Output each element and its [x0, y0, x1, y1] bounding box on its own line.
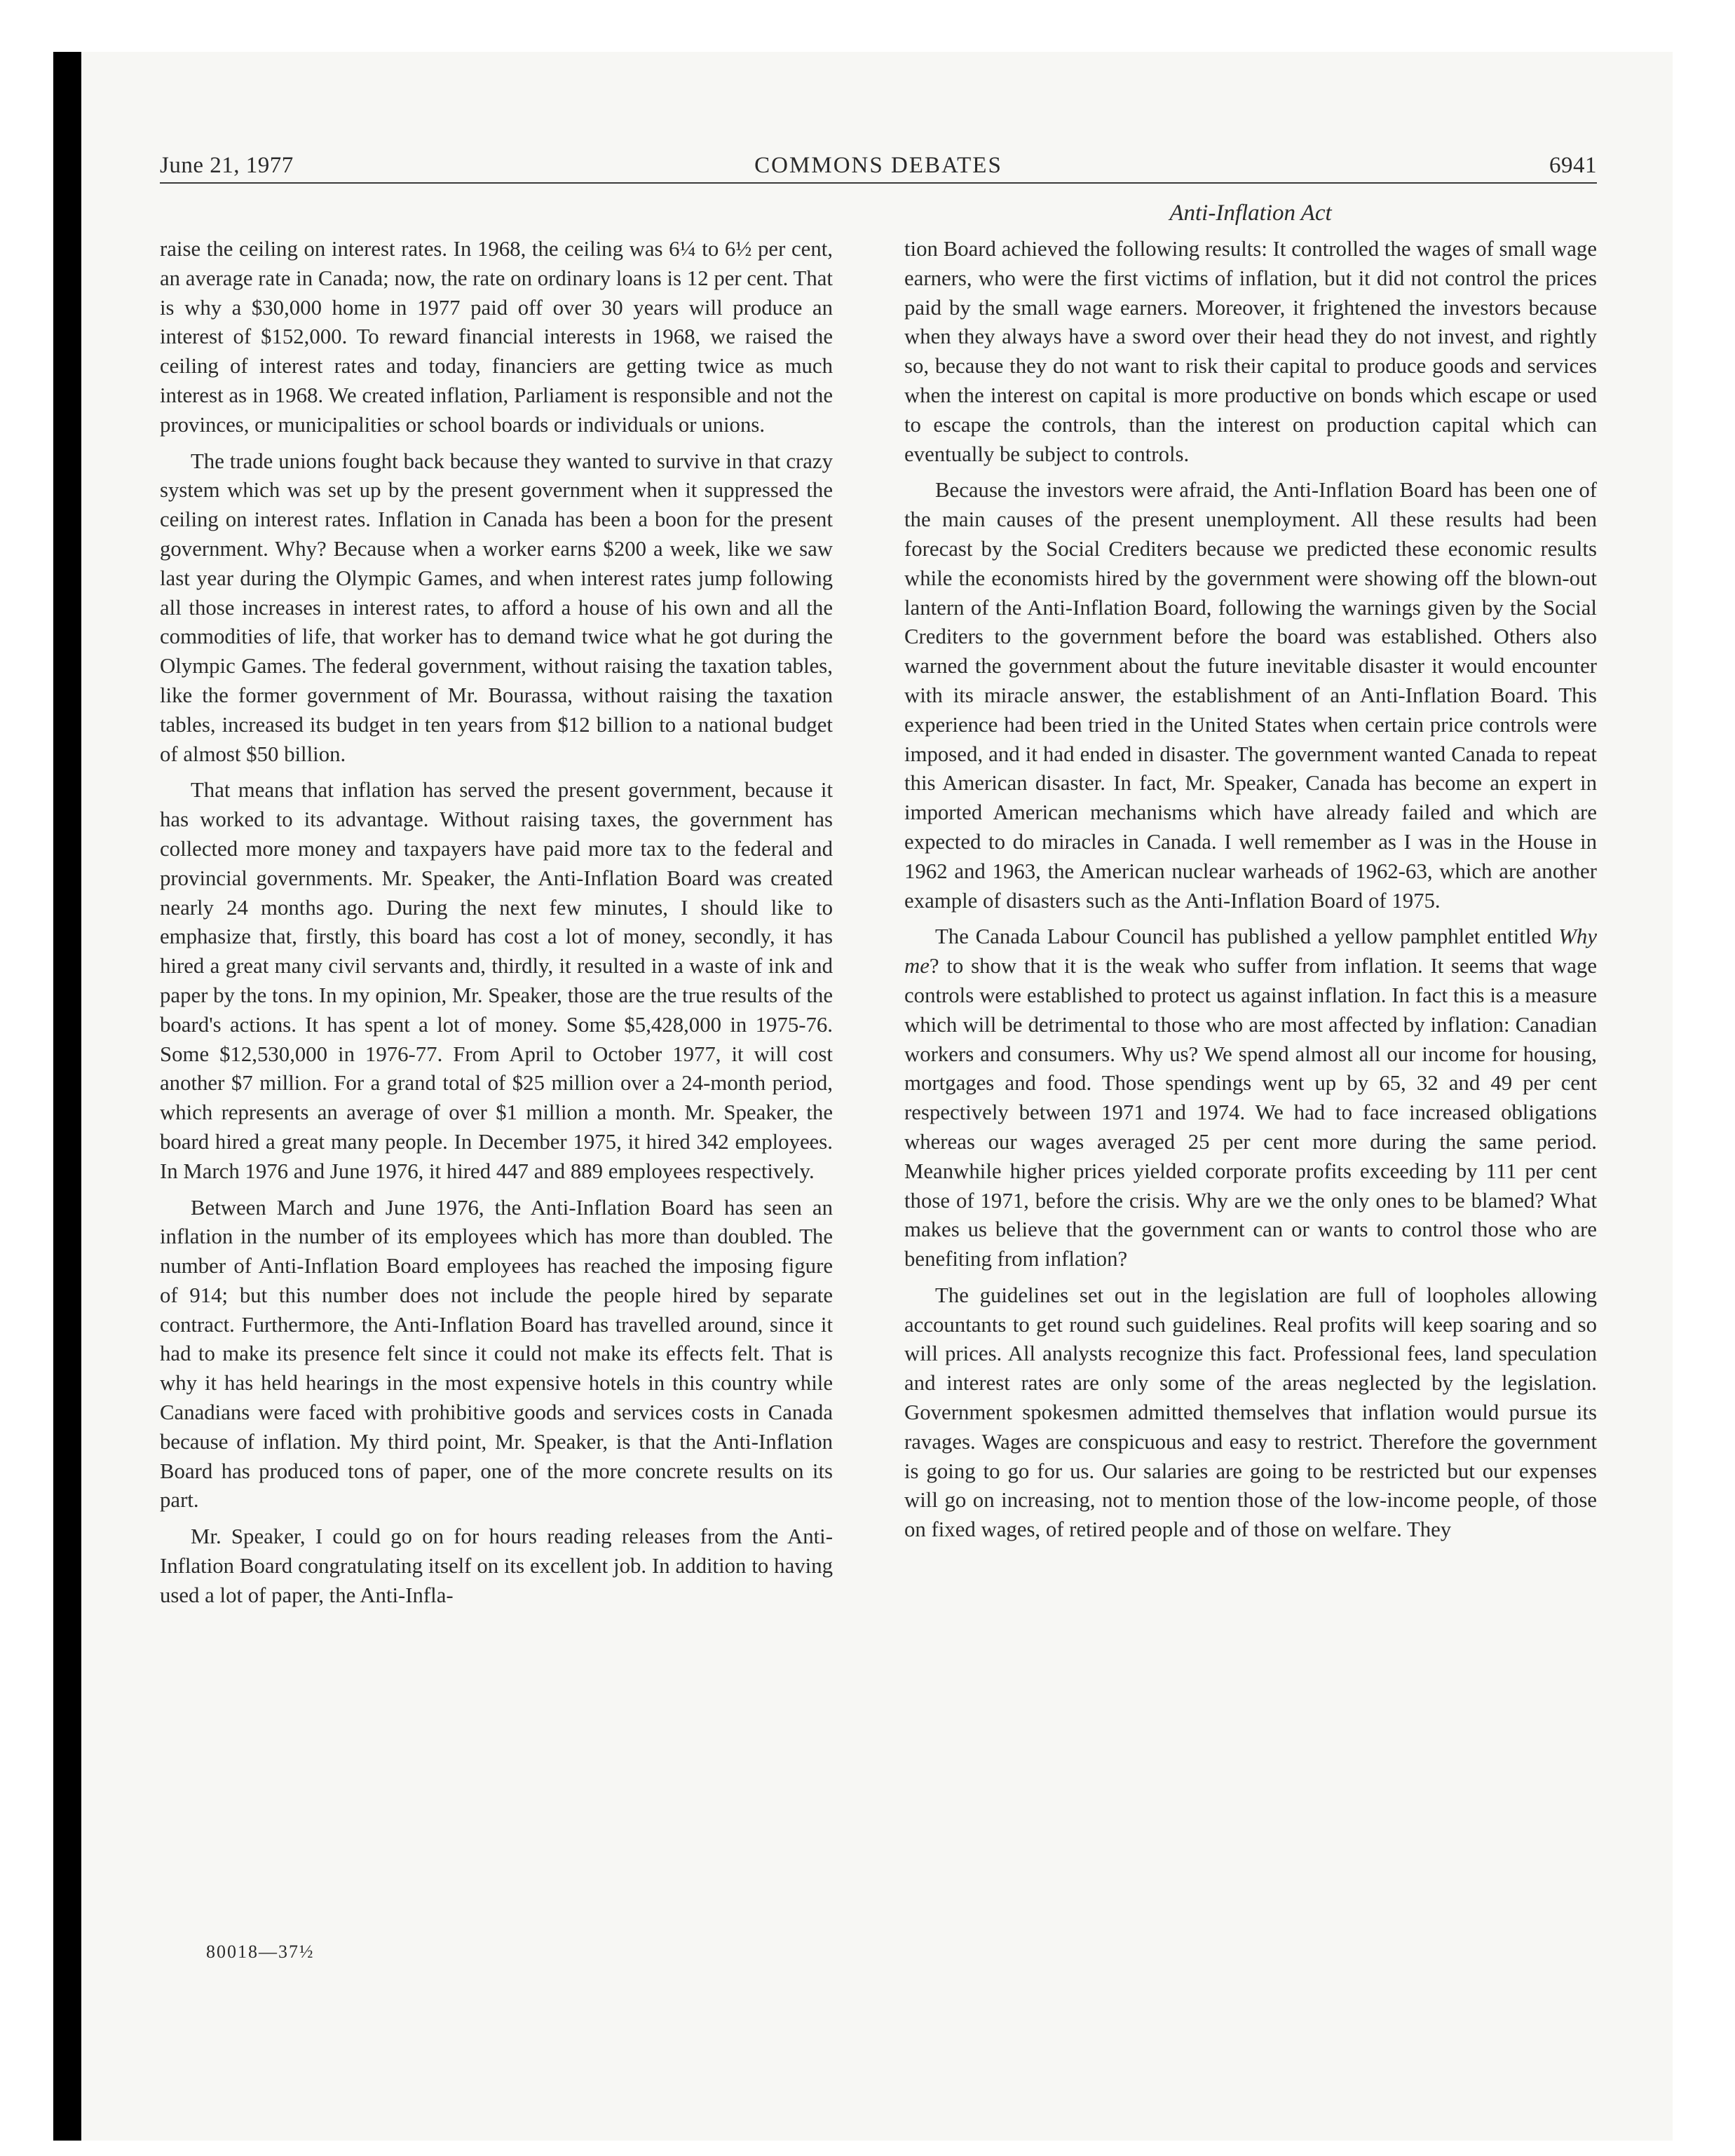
left-column — [160, 235, 833, 1931]
paragraph-text: The Canada Labour Council has published a yellow pamphlet entitled — [935, 925, 1559, 949]
header-journal-title: COMMONS DEBATES — [754, 153, 1002, 178]
header-rule — [160, 182, 1597, 184]
paragraph: tion Board achieved the following results: It controlled the wages of small wage earners, who were the first victims of inflation, but it did not control the prices paid by the small wage earners. Moreover, it frightened the investors because when they always have a sword over their head they do not invest, and rightly so, because they do not want to risk their capital to produce goods and services when the interest on capital is more productive on bonds which escape or used to escape the controls, than the interest on production capital which can eventually be subject to controls. — [904, 237, 1597, 466]
paragraph: The trade unions fought back because they wanted to survive in that crazy system which was set up by the present government when it suppressed the ceiling on interest rates. Inflation in Canada has been a boon for the present government. Why? Because when a worker earns $200 a week, like we saw last year during the Olympic Games, and when interest rates jump following all those increases in interest rates, to afford a house of his own and all the commodities of life, that worker has to demand twice what he got during the Olympic Games. The federal government, without raising the taxation tables, like the former government of Mr. Bourassa, without raising the taxation tables, increased its budget in ten years from $12 billion to a national budget of almost $50 billion. — [160, 449, 833, 766]
footer-print-code: 80018—37½ — [206, 1942, 315, 1962]
paragraph: Between March and June 1976, the Anti-Inflation Board has seen an inflation in the number of its employees which has more than doubled. The number of Anti-Inflation Board employees has reached the imposing figure of 914; but this number does not include the people hired by separate contract. Furthermore, the Anti-Inflation Board has travelled around, since it had to make its presence felt since it could not make its effects felt. That is why it has held hearings in the most expensive hotels in this country while Canadians were faced with prohibitive goods and services costs in Canada because of inflation. My third point, Mr. Speaker, is that the Anti-Inflation Board has produced tons of paper, one of the more concrete results on its part. — [160, 1195, 833, 1513]
paragraph: The guidelines set out in the legislation are full of loopholes allowing accountants to get round such guidelines. Real profits will keep soaring and so will prices. All analysts recognize this fact. Professional fees, land speculation and interest rates are only some of the areas neglected by the legislation. Government spokesmen admitted themselves that inflation would pursue its ravages. Wages are conspicuous and easy to restrict. Therefore the government is going to go for us. Our salaries are going to be restricted but our expenses will go on increasing, not to mention those of the low-income people, of those on fixed wages, of retired people and of those on welfare. They — [904, 1283, 1597, 1542]
scan-edge-shadow — [53, 52, 81, 2141]
paragraph-text: ? to show that it is the weak who suffer from inflation. It seems that wage controls were established to protect us against inflation. In fact this is a measure which will be detrimental to those who are most affected by inflation: Canadian workers and consumers. Why us? We spend almost all our income for housing, mortgages and food. Those spendings went up by 65, 32 and 49 per cent respectively between 1971 and 1974. We had to face increased obligations whereas our wages averaged 25 per cent more during the same period. Meanwhile higher prices yielded corporate profits exceeding by 111 per cent those of 1971, before the crisis. Why are we the only ones to be blamed? What makes us believe that the government can or wants to control those who are benefiting from inflation? — [904, 954, 1597, 1271]
running-head — [160, 153, 1597, 186]
pamphlet-title: Why me — [904, 925, 1597, 978]
paragraph: That means that inflation has served the present government, because it has worked to its advantage. Without raising taxes, the government has collected more money and taxpayers have paid more tax to the federal and provincial governments. Mr. Speaker, the Anti-Inflation Board was created nearly 24 months ago. During the next few minutes, I should like to emphasize that, firstly, this board has cost a lot of money, secondly, it has hired a great many civil servants and, thirdly, it resulted in a waste of ink and paper by the tons. In my opinion, Mr. Speaker, those are the true results of the board's actions. It has spent a lot of money. Some $5,428,000 in 1975-76. Some $12,530,000 in 1976-77. From April to October 1977, it will cost another $7 million. For a grand total of $25 million over a 24-month period, which represents an average of over $1 million a month. Mr. Speaker, the board hired a great many people. In December 1975, it hired 342 employees. In March 1976 and June 1976, it hired 447 and 889 employees respectively. — [160, 778, 833, 1183]
paragraph: Mr. Speaker, I could go on for hours reading releases from the Anti-Inflation Board congratulating itself on its excellent job. In addition to having used a lot of paper, the Anti-Infla- — [160, 1524, 833, 1607]
header-date: June 21, 1977 — [160, 153, 294, 178]
paragraph: Because the investors were afraid, the Anti-Inflation Board has been one of the main causes of the present unemployment. All these results had been forecast by the Social Crediters because we predicted these economic results while the economists hired by the government were showing off the blown-out lantern of the Anti-Inflation Board, following the warnings given by the Social Crediters to the government before the board was established. Others also warned the government about the future inevitable disaster it would encounter with its miracle answer, the establishment of an Anti-Inflation Board. This experience had been tried in the United States when certain price controls were imposed, and it had ended in disaster. The government wanted Canada to repeat this American disaster. In fact, Mr. Speaker, Canada has become an expert in imported American mechanisms which have already failed and which are expected to do miracles in Canada. I well remember as I was in the House in 1962 and 1963, the American nuclear warheads of 1962-63, which are another example of disasters such as the Anti-Inflation Board of 1975. — [904, 478, 1597, 913]
header-page-number: 6941 — [1549, 153, 1597, 178]
right-column — [904, 235, 1597, 1931]
paragraph: raise the ceiling on interest rates. In 1968, the ceiling was 6¼ to 6½ per cent, an average rate in Canada; now, the rate on ordinary loans is 12 per cent. That is why a $30,000 home in 1977 paid off over 30 years will produce an interest of $152,000. To reward financial interests in 1968, we raised the ceiling of interest rates and today, financiers are getting twice as much interest as in 1968. We created inflation, Parliament is responsible and not the provinces, or municipalities or school boards or individuals or unions. — [160, 237, 833, 437]
section-heading: Anti-Inflation Act — [1169, 200, 1332, 226]
paragraph — [904, 922, 1597, 1274]
